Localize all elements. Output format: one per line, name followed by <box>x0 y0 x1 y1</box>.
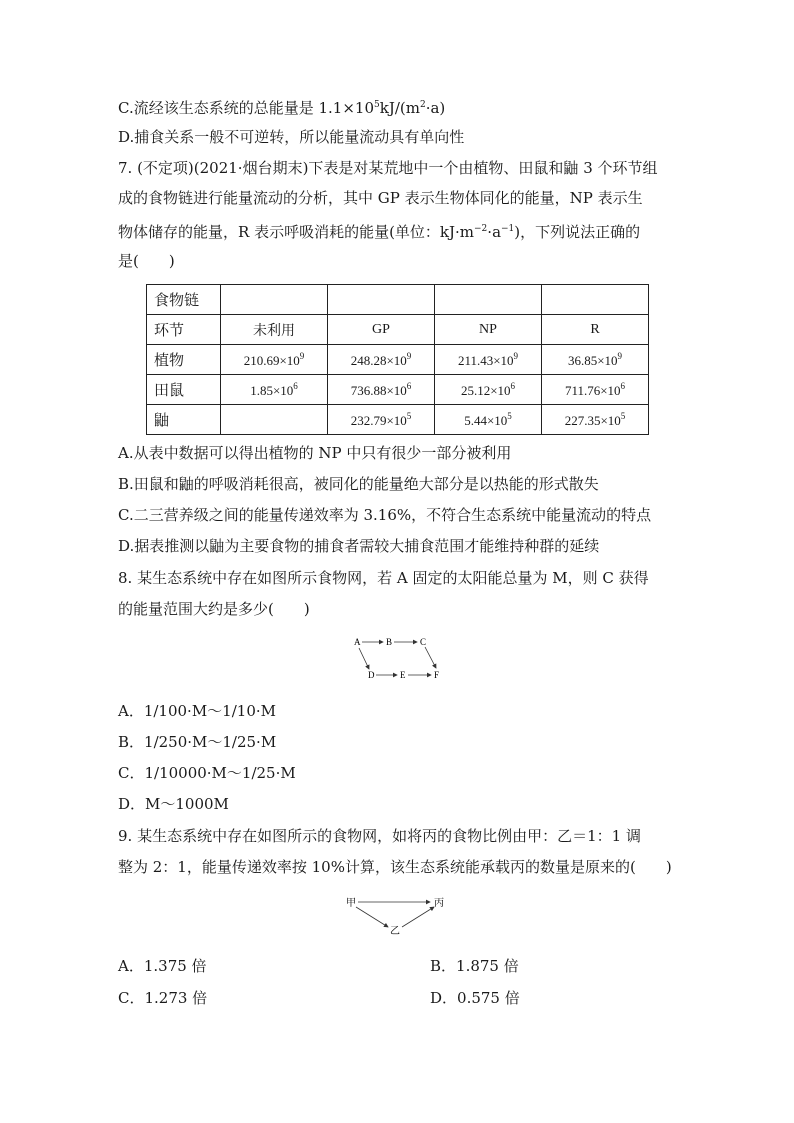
superscript: 5 <box>374 100 380 110</box>
node-e: E <box>400 670 406 680</box>
q8-option-d: D．M～1000M <box>118 795 229 813</box>
table-row-label: 植物 <box>147 345 221 375</box>
text-segment: C.流经该生态系统的总能量是 1.1×10 <box>118 99 374 117</box>
q9-option-a: A．1.375 倍 <box>118 957 207 975</box>
q9-option-b: B．1.875 倍 <box>430 957 519 975</box>
table-header-cell: R <box>542 315 649 345</box>
cell-value: 248.28×10 <box>350 352 407 368</box>
table-cell <box>542 285 649 315</box>
superscript: 2 <box>419 100 426 110</box>
cell-exponent: 5 <box>507 410 512 421</box>
arrow-a-d <box>359 648 369 669</box>
q8-option-c: C．1/10000·M～1/25·M <box>118 764 296 782</box>
table-row <box>147 375 649 405</box>
option-d-prev-question: D.捕食关系一般不可逆转，所以能量流动具有单向性 <box>118 128 465 146</box>
cell-exponent: 5 <box>620 410 626 421</box>
node-a: A <box>354 637 361 647</box>
arrow-c-f <box>425 647 436 668</box>
cell-value: 210.69×10 <box>243 352 300 368</box>
q9-stem-line1: 9. 某生态系统中存在如图所示的食物网，如将丙的食物比例由甲：乙＝1：1 调 <box>118 827 641 845</box>
table-row <box>147 315 649 345</box>
table-cell <box>221 345 328 375</box>
q7-option-b: B.田鼠和鼬的呼吸消耗很高，被同化的能量绝大部分是以热能的形式散失 <box>118 475 599 493</box>
q7-option-d: D.据表推测以鼬为主要食物的捕食者需较大捕食范围才能维持种群的延续 <box>118 537 600 555</box>
food-web-diagram-q8 <box>348 630 448 684</box>
node-c: C <box>420 637 427 647</box>
table-cell <box>435 405 542 435</box>
table-cell <box>221 285 328 315</box>
cell-value: 25.12×10 <box>460 382 511 398</box>
superscript: −2 <box>474 224 488 234</box>
cell-exponent: 9 <box>513 350 519 361</box>
q9-stem-line2: 整为 2：1，能量传递效率按 10%计算，该生态系统能承载丙的数量是原来的( ) <box>118 858 672 876</box>
table-cell <box>221 405 328 435</box>
text-segment: ·a <box>487 223 502 241</box>
text-segment: 物体储存的能量，R 表示呼吸消耗的能量(单位：kJ·m <box>118 223 475 241</box>
q8-stem-line2: 的能量范围大约是多少( ) <box>118 600 310 618</box>
arrow-jia-yi <box>356 907 388 927</box>
cell-exponent: 9 <box>617 350 623 361</box>
table-row-label: 鼬 <box>147 405 221 435</box>
cell-exponent: 6 <box>406 380 412 391</box>
cell-exponent: 6 <box>620 380 626 391</box>
table-header-cell: NP <box>435 315 542 345</box>
table-header-cell: 未利用 <box>221 315 328 345</box>
cell-exponent: 5 <box>406 410 412 421</box>
text-segment: )，下列说法正确的 <box>514 223 641 241</box>
cell-exponent: 6 <box>510 380 516 391</box>
table-cell <box>542 345 649 375</box>
node-d: D <box>368 670 375 680</box>
q7-stem-line4: 是( ) <box>118 252 175 270</box>
table-cell <box>328 375 435 405</box>
q7-stem-line1: 7. (不定项)(2021·烟台期末)下表是对某荒地中一个由植物、田鼠和鼬 3 个环节组 <box>118 159 658 177</box>
table-header-cell: 环节 <box>147 315 221 345</box>
q9-option-c: C．1.273 倍 <box>118 989 208 1007</box>
cell-value: 232.79×10 <box>350 412 407 428</box>
table-cell <box>542 375 649 405</box>
node-bing: 丙 <box>434 898 444 909</box>
table-row-label: 田鼠 <box>147 375 221 405</box>
option-c-prev-question <box>118 95 445 118</box>
cell-value: 211.43×10 <box>457 352 514 368</box>
table-cell <box>328 285 435 315</box>
table-cell <box>328 405 435 435</box>
table-cell <box>435 345 542 375</box>
q7-option-c: C.二三营养级之间的能量传递效率为 3.16%，不符合生态系统中能量流动的特点 <box>118 506 652 524</box>
table-row <box>147 345 649 375</box>
cell-exponent: 9 <box>299 350 305 361</box>
cell-value: 36.85×10 <box>567 352 618 368</box>
energy-flow-table <box>146 284 649 435</box>
cell-value: 736.88×10 <box>350 382 407 398</box>
superscript: −1 <box>501 224 515 234</box>
node-f: F <box>434 670 440 680</box>
cell-value: 227.35×10 <box>564 412 621 428</box>
q7-option-a: A.从表中数据可以得出植物的 NP 中只有很少一部分被利用 <box>118 444 512 462</box>
table-cell <box>542 405 649 435</box>
table-cell <box>328 345 435 375</box>
cell-exponent: 6 <box>293 380 298 391</box>
table-row <box>147 405 649 435</box>
cell-value: 1.85×10 <box>250 382 294 398</box>
table-cell: 食物链 <box>147 285 221 315</box>
q7-stem-line3 <box>118 219 640 242</box>
cell-value: 711.76×10 <box>564 382 621 398</box>
q8-option-b: B．1/250·M～1/25·M <box>118 733 277 751</box>
text-segment: ·a) <box>425 99 446 117</box>
text-segment: kJ/(m <box>379 99 420 117</box>
q8-option-a: A．1/100·M～1/10·M <box>118 702 276 720</box>
node-b: B <box>386 637 393 647</box>
table-cell <box>221 375 328 405</box>
table-header-cell: GP <box>328 315 435 345</box>
q7-stem-line2: 成的食物链进行能量流动的分析，其中 GP 表示生物体同化的能量，NP 表示生 <box>118 189 643 207</box>
q9-option-d: D．0.575 倍 <box>430 989 520 1007</box>
cell-exponent: 9 <box>406 350 412 361</box>
node-jia: 甲 <box>346 898 356 909</box>
table-cell <box>435 375 542 405</box>
q8-stem-line1: 8. 某生态系统中存在如图所示食物网，若 A 固定的太阳能总量为 M，则 C 获得 <box>118 569 649 587</box>
food-web-diagram-q9 <box>344 890 450 938</box>
cell-value: 5.44×10 <box>464 412 508 428</box>
table-cell <box>435 285 542 315</box>
arrow-yi-bing <box>402 907 434 927</box>
node-yi: 乙 <box>390 926 400 937</box>
table-row <box>147 285 649 315</box>
